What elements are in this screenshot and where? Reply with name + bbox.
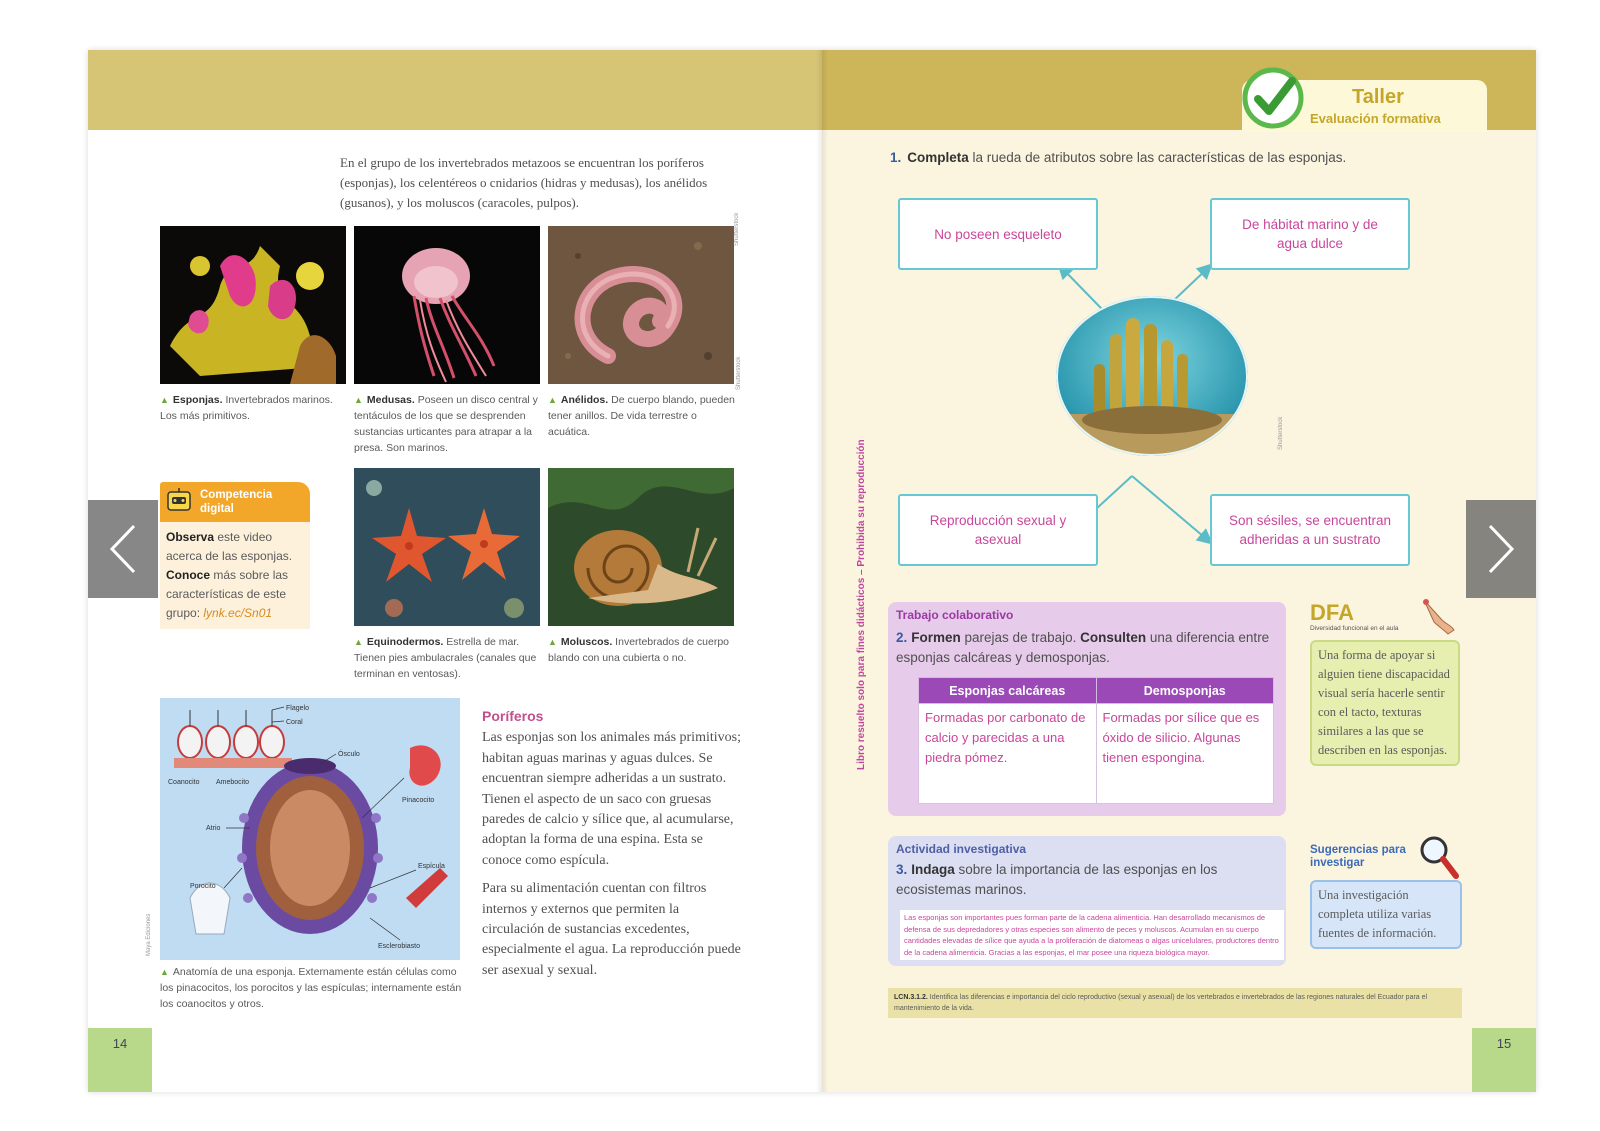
triangle-icon: ▲ bbox=[160, 395, 169, 405]
photo-anelidos bbox=[548, 226, 734, 384]
sponge-anatomy-diagram bbox=[160, 698, 460, 960]
photo-moluscos bbox=[548, 468, 734, 626]
book-spread bbox=[88, 50, 1536, 1092]
photo-credit-right: Shutterstock bbox=[1278, 416, 1284, 450]
table-row bbox=[919, 704, 1274, 804]
svg-text:Ósculo: Ósculo bbox=[338, 751, 360, 758]
triangle-icon: ▲ bbox=[354, 637, 363, 647]
photo-medusas bbox=[354, 226, 540, 384]
actividad-investigativa-box bbox=[888, 836, 1286, 966]
svg-text:Espícula: Espícula bbox=[418, 863, 445, 870]
comparison-table bbox=[918, 677, 1274, 804]
svg-text:Porocito: Porocito bbox=[190, 883, 216, 890]
table-header: Esponjas calcáreas bbox=[919, 678, 1097, 704]
question-1: 1. Completa la rueda de atributos sobre las características de las esponjas. bbox=[890, 150, 1347, 165]
table-header: Demosponjas bbox=[1096, 678, 1274, 704]
dfa-subtitle: Diversidad funcional en el aula bbox=[1310, 625, 1399, 632]
sugerencias-body: Una investigación completa utiliza varias fuentes de información. bbox=[1310, 880, 1462, 949]
sugerencias-box bbox=[1310, 844, 1462, 949]
trabajo-colaborativo-box bbox=[888, 602, 1286, 816]
actividad-answer: Las esponjas son importantes pues forman parte de la cadena alimenticia. Han desarrollado mecanismos de defensa de sus depredadores y otras especies son alimento de peces y moluscos. Acumulan en su cuerpo cantidades elevadas de sílice que ayuda a la proliferación de diatomeas o algas unicelulares, productores dentro de la cadena alimenticia. Gracias a las esponjas, el mar posee una riqueza biológica mayor. bbox=[900, 910, 1284, 960]
photo-esponjas bbox=[160, 226, 346, 384]
trabajo-label: Trabajo colaborativo bbox=[896, 608, 1014, 622]
actividad-label: Actividad investigativa bbox=[896, 842, 1027, 856]
attribute-box-4: Son sésiles, se encuentran adheridas a un sustrato bbox=[1210, 494, 1410, 566]
svg-text:Atrio: Atrio bbox=[206, 825, 221, 832]
triangle-icon: ▲ bbox=[548, 395, 557, 405]
question-3: 3. Indaga sobre la importancia de las esponjas en los ecosistemas marinos. bbox=[896, 862, 1218, 897]
competencia-header bbox=[160, 482, 310, 522]
chevron-right-icon bbox=[1484, 522, 1518, 576]
competencia-body: Observa este video acerca de las esponjas. Conoce más sobre las características de este grupo: lynk.ec/Sn01 bbox=[160, 522, 310, 629]
table-cell: Formadas por sílice que es óxido de silicio. Algunas tienen espongina. bbox=[1096, 704, 1274, 804]
page-left bbox=[88, 50, 822, 1092]
photo-equinodermos bbox=[354, 468, 540, 626]
svg-text:Amebocito: Amebocito bbox=[216, 779, 250, 786]
book-gutter bbox=[816, 50, 828, 1092]
dfa-box bbox=[1310, 602, 1460, 766]
competencia-digital-box bbox=[160, 482, 310, 629]
hand-icon bbox=[1418, 596, 1458, 636]
caption-moluscos: ▲ Moluscos. Invertebrados de cuerpo blando con una cubierta o no. bbox=[548, 636, 730, 664]
caption-esponjas: ▲ Esponjas. Invertebrados marinos. Los más primitivos. bbox=[160, 394, 333, 422]
intro-text: En el grupo de los invertebrados metazoos se encuentran los poríferos (esponjas), los celentéreos o cnidarios (hidras y medusas), los anélidos (gusanos), y los moluscos (caracoles, pulpos). bbox=[340, 155, 708, 210]
page-right bbox=[822, 50, 1536, 1092]
magnifier-icon bbox=[1416, 832, 1460, 882]
prev-page-button[interactable] bbox=[88, 500, 158, 598]
poriferos-title: Poríferos bbox=[482, 708, 544, 724]
svg-text:Pinacocito: Pinacocito bbox=[402, 797, 435, 804]
taller-subtitle: Evaluación formativa bbox=[1310, 111, 1441, 126]
curriculum-standard: LCN.3.1.2. Identifica las diferencias e importancia del ciclo reproductivo (sexual y asexual) de los vertebrados e invertebrados de las regiones naturales del Ecuador para el mantenimiento de la vida. bbox=[888, 988, 1462, 1018]
table-cell: Formadas por carbonato de calcio y parecidas a una piedra pómez. bbox=[919, 704, 1097, 804]
photo-credit: Shutterstock bbox=[734, 212, 740, 246]
triangle-icon: ▲ bbox=[354, 395, 363, 405]
photo-credit-2: Shutterstock bbox=[736, 356, 742, 390]
attribute-box-3: Reproducción sexual y asexual bbox=[898, 494, 1098, 566]
triangle-icon: ▲ bbox=[160, 967, 169, 977]
dfa-title: DFA bbox=[1310, 600, 1354, 625]
poriferos-section bbox=[482, 706, 742, 989]
question-2: 2. Formen parejas de trabajo. Consulten una diferencia entre esponjas calcáreas y demosponjas. bbox=[896, 630, 1270, 665]
page-number-left: 14 bbox=[88, 1028, 152, 1092]
poriferos-paragraph-2: Para su alimentación cuentan con filtros internos y externos que permiten la circulación de sustancias excedentes, especialmente el agua. La reproducción puede ser asexual y sexual. bbox=[482, 881, 741, 978]
caption-equinodermos: ▲ Equinodermos. Estrella de mar. Tienen pies ambulacrales (canales que terminan en ventosas). bbox=[354, 636, 537, 680]
svg-text:Flagelo: Flagelo bbox=[286, 705, 309, 712]
anatomy-credit: Maya Ediciones bbox=[146, 913, 152, 956]
taller-title: Taller bbox=[1352, 86, 1404, 108]
svg-text:Coanocito: Coanocito bbox=[168, 779, 200, 786]
sponge-photo bbox=[1054, 294, 1250, 458]
triangle-icon: ▲ bbox=[548, 637, 557, 647]
attribute-box-1: No poseen esqueleto bbox=[898, 198, 1098, 270]
check-circle-icon bbox=[1240, 65, 1306, 131]
chevron-left-icon bbox=[106, 522, 140, 576]
next-page-button[interactable] bbox=[1466, 500, 1536, 598]
anatomy-caption: ▲ Anatomía de una esponja. Externamente están células como los pinacocitos, los porocitos y las espículas; internamente están los coanocitos y otros. bbox=[160, 966, 462, 1010]
header-band-left bbox=[88, 50, 822, 130]
poriferos-paragraph-1: Las esponjas son los animales más primitivos; habitan aguas marinas y aguas dulces. Se encuentran siempre adheridas a un sustrato. Tienen el aspecto de un saco con gruesas paredes de calcio y sílice que, al acumularse, adoptan la forma de una espina. Esta se conoce como espícula. bbox=[482, 730, 741, 868]
robot-icon bbox=[164, 486, 194, 516]
side-vertical-text: Libro resuelto solo para fines didácticos – Prohibida su reproducción bbox=[856, 439, 867, 770]
competencia-link[interactable]: lynk.ec/Sn01 bbox=[203, 606, 273, 620]
attribute-box-2: De hábitat marino y de agua dulce bbox=[1210, 198, 1410, 270]
svg-text:Esclerobiasto: Esclerobiasto bbox=[378, 943, 421, 950]
caption-anelidos: ▲ Anélidos. De cuerpo blando, pueden tener anillos. De vida terrestre o acuática. bbox=[548, 394, 735, 438]
page-number-right: 15 bbox=[1472, 1028, 1536, 1092]
sugerencias-title: Sugerencias para investigar bbox=[1310, 844, 1406, 869]
caption-medusas: ▲ Medusas. Poseen un disco central y tentáculos de los que se desprenden sustancias urticantes para atrapar a la presa. Son marinos. bbox=[354, 394, 538, 454]
competencia-title: Competencia digital bbox=[200, 489, 273, 515]
svg-text:Coral: Coral bbox=[286, 719, 303, 726]
dfa-body: Una forma de apoyar si alguien tiene discapacidad visual sería hacerle sentir con el tacto, texturas similares a las que se describen en las esponjas. bbox=[1310, 640, 1460, 766]
